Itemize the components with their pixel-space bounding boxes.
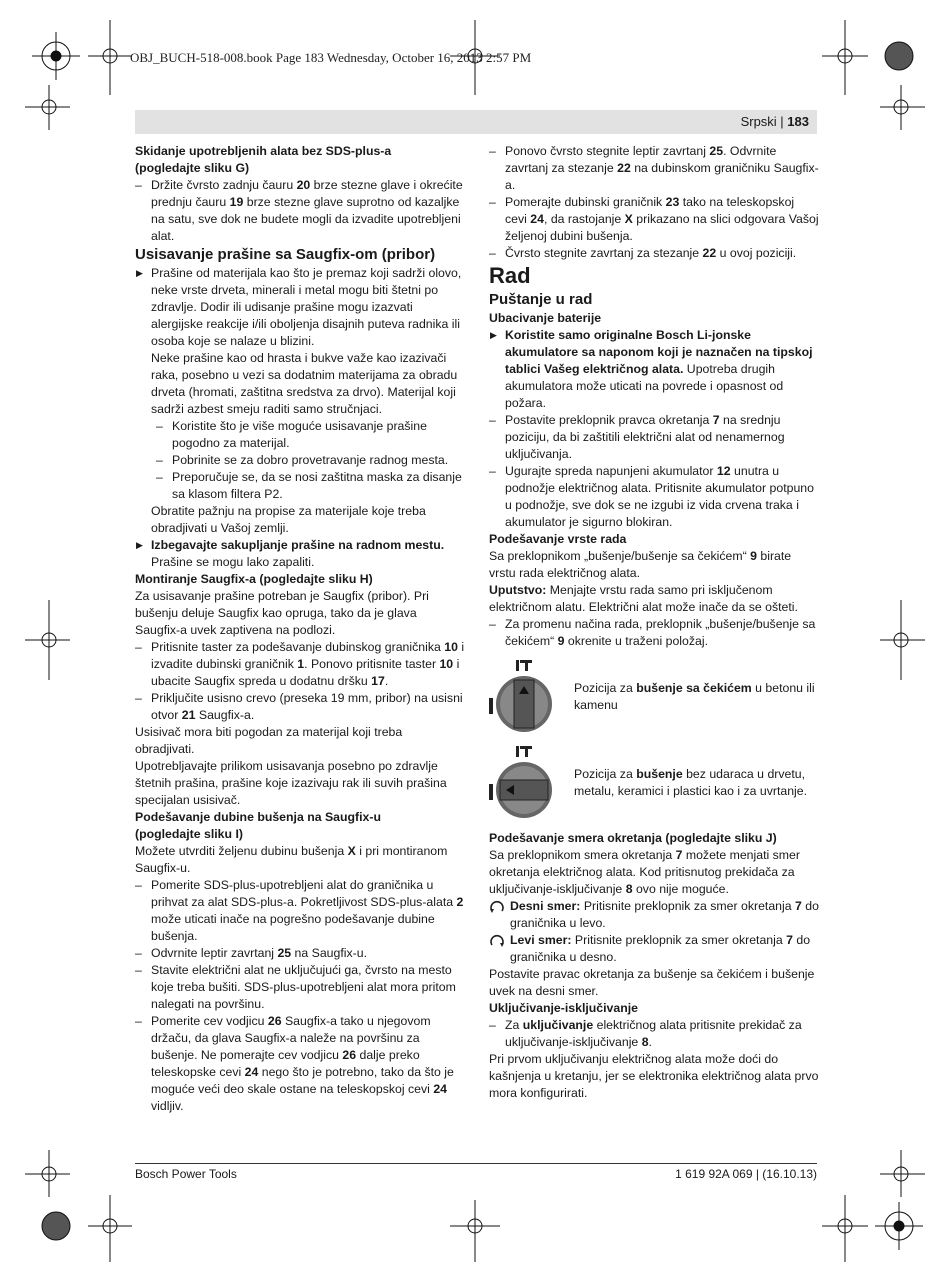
registration-mark-icon xyxy=(880,600,925,680)
mode-position-drill xyxy=(489,744,819,830)
direction-left: Levi smer: Pritisnite preklopnik za smer okretanja 7 do graničnika u desno. xyxy=(489,932,819,966)
registration-mark-icon xyxy=(880,85,925,130)
list-item: – Stavite električni alat ne uključujući ga, čvrsto na mesto koje treba bušiti. SDS-plus-upotrebljeni alat mora pritom nalegati na površinu. xyxy=(135,962,465,1013)
paragraph: Usisivač mora biti pogodan za materijal koji treba obradjivati. xyxy=(135,725,403,756)
footer-code: 1 619 92A 069 | (16.10.13) xyxy=(675,1167,817,1181)
registration-mark-icon xyxy=(822,20,868,95)
header-language: Srpski xyxy=(740,114,777,129)
section-title-mount-saugfix: Montiranje Saugfix-a (pogledajte sliku H) xyxy=(135,572,373,586)
rotation-left-icon xyxy=(489,934,505,948)
list-item: – Odvrnite leptir zavrtanj 25 na Saugfix-u. xyxy=(135,945,465,962)
direction-right: Desni smer: Pritisnite preklopnik za smer okretanja 7 do graničnika u levo. xyxy=(489,898,819,932)
page-number: 183 xyxy=(787,114,809,129)
registration-mark-icon xyxy=(450,1200,500,1262)
list-item: – Koristite što je više moguće usisavanje prašine pogodno za materijal. xyxy=(135,418,465,452)
registration-mark-icon xyxy=(25,1150,70,1197)
drill-icon xyxy=(516,746,532,757)
section-title-battery: Ubacivanje baterije xyxy=(489,311,602,325)
header-text xyxy=(741,114,809,129)
section-title-remove-tools: Skidanje upotrebljenih alata bez SDS-plus-a (pogledajte sliku G) xyxy=(135,144,392,175)
list-item: – Pomerite cev vodjicu 26 Saugfix-a tako u njegovom držaču, da glava Saugfix-a naleže na površinu za bušenje. Ne pomerajte cev vodjicu 26 dalje preko teleskopske cevi 24 nego što je potrebno, tako da što je moguće veći deo skale ostane na teleskopskoj cevi 24 vidljiv. xyxy=(135,1013,465,1115)
list-item: – Preporučuje se, da se nosi zaštitna maska za disanje sa klasom filtera P2. xyxy=(135,469,465,503)
section-title-startup: Puštanje u rad xyxy=(489,291,593,308)
paragraph: Obratite pažnju na propise za materijale koje treba obradjivati u Vašoj zemlji. xyxy=(151,504,426,535)
registration-mark-icon xyxy=(25,600,70,680)
mode-caption-hammer: Pozicija za bušenje sa čekićem u betonu ili kamenu xyxy=(574,681,815,712)
registration-mark-icon xyxy=(42,1212,70,1240)
list-item: – Priključite usisno crevo (preseka 19 mm, pribor) na usisni otvor 21 Saugfix-a. xyxy=(135,690,465,724)
paragraph: Neke prašine kao od hrasta i bukve važe kao izazivači raka, posebno u vezi sa dodatnim materijama za obradu drveta (hromati, zaštitna sredstva za drvo). Materijal koji sadrži azbest smeju raditi samo stručnjaci. xyxy=(151,351,458,416)
printer-slug: OBJ_BUCH-518-008.book Page 183 Wednesday, October 16, 2013 2:57 PM xyxy=(130,50,532,65)
rotation-right-icon xyxy=(489,900,505,914)
list-item: – Pobrinite se za dobro provetravanje radnog mesta. xyxy=(135,452,465,469)
page-header xyxy=(135,110,817,134)
section-title-depth-setting: Podešavanje dubine bušenja na Saugfix-u (pogledajte sliku I) xyxy=(135,810,381,841)
paragraph: Za usisavanje prašine potreban je Saugfix (pribor). Pri bušenju deluje Saugfix kao opruga, tako da je glava Saugfix-a uvek zaptivena na podlozi. xyxy=(135,589,429,637)
list-item: – Ugurajte spreda napunjeni akumulator 12 unutra u podnožje električnog alata. Pritisnite akumulator potpuno u podnožje, sve dok se ne izgubi iz vida crvena traka i akumulator je sigurno blokiran. xyxy=(489,463,819,531)
footer-divider xyxy=(135,1163,817,1164)
left-column xyxy=(135,143,465,1115)
mode-selector-dial-icon xyxy=(489,658,559,738)
header-sep: | xyxy=(776,114,788,129)
warning-item: ▶ Prašine od materijala kao što je premaz koji sadrži olovo, neke vrste drveta, minerali i metal mogu biti štetni po zdravlje. Dodir ili udisanje prašine mogu izazvati alergijske reakcije i/ili oboljenja disajnih puteva radnika ili osoba koje se nalaze u blizini. xyxy=(135,265,465,350)
list-item: – Pomerite SDS-plus-upotrebljeni alat do graničnika u prihvat za alat SDS-plus-a. Pokretljivost SDS-plus-alata 2 može uticati inače na pogrešno podešavanje dubine bušenja. xyxy=(135,877,465,945)
section-title-on-off: Uključivanje-isključivanje xyxy=(489,1001,638,1015)
registration-mark-icon xyxy=(88,20,132,95)
right-column xyxy=(489,143,819,1102)
paragraph: Upotrebljavajte prilikom usisavanja posebno po zdravlje štetnih prašina, prašine koje izazivaju rak ili suvih prašina specijalan usisivač. xyxy=(135,759,447,807)
chapter-title: Rad xyxy=(489,263,531,288)
paragraph: Sa preklopnikom smera okretanja 7 možete menjati smer okretanja električnog alata. Kod pritisnutog prekidača za uključivanje-isključivanje 8 ovo nije moguće. xyxy=(489,848,800,896)
paragraph: Možete utvrditi željenu dubinu bušenja X i pri montiranom Saugfix-u. xyxy=(135,844,448,875)
paragraph: Sa preklopnikom „bušenje/bušenje sa čekićem“ 9 birate vrstu rada električnog alata. xyxy=(489,549,792,580)
list-item: – Ponovo čvrsto stegnite leptir zavrtanj 25. Odvrnite zavrtanj za stezanje 22 na dubinskom graničniku Saugfix-a. xyxy=(489,143,819,194)
mode-caption-drill: Pozicija za bušenje bez udaraca u drvetu, metalu, keramici i plastici kao i za uvrtanje. xyxy=(574,767,808,798)
list-item: – Postavite preklopnik pravca okretanja 7 na srednju poziciju, da bi zaštitili električni alat od nenamernog uključivanja. xyxy=(489,412,819,463)
note: Uputstvo: Menjajte vrstu rada samo pri isključenom električnom alatu. Električni alat može inače da se ošteti. xyxy=(489,583,798,614)
paragraph: Pri prvom uključivanju električnog alata može doći do kašnjenja u kretanju, jer se elektronika električnog alata prvo mora konfigurirati. xyxy=(489,1052,819,1100)
hammer-drill-icon xyxy=(516,660,532,671)
registration-mark-icon xyxy=(32,32,80,80)
mode-position-hammer xyxy=(489,658,819,744)
registration-mark-icon xyxy=(875,1202,923,1250)
mode-selector-dial-icon xyxy=(489,744,559,824)
section-title-dust-extraction: Usisavanje prašine sa Saugfix-om (pribor) xyxy=(135,246,436,263)
list-item: – Pritisnite taster za podešavanje dubinskog graničnika 10 i izvadite dubinski graničnik 1. Ponovo pritisnite taster 10 i ubacite Saugfix spreda u dodatnu dršku 17. xyxy=(135,639,465,690)
footer-brand: Bosch Power Tools xyxy=(135,1167,237,1181)
registration-mark-icon xyxy=(88,1195,132,1262)
registration-mark-icon xyxy=(885,42,913,70)
section-title-direction: Podešavanje smera okretanja (pogledajte sliku J) xyxy=(489,831,777,845)
list-item: – Čvrsto stegnite zavrtanj za stezanje 22 u ovoj poziciji. xyxy=(489,245,819,262)
list-item: – Pomerajte dubinski graničnik 23 tako na teleskopskoj cevi 24, da rastojanje X prikazano na slici odgovara Vašoj željenoj dubini bušenja. xyxy=(489,194,819,245)
list-item: – Za uključivanje električnog alata pritisnite prekidač za uključivanje-isključivanje 8. xyxy=(489,1017,819,1051)
registration-mark-icon xyxy=(25,85,70,130)
section-title-mode: Podešavanje vrste rada xyxy=(489,532,627,546)
registration-mark-icon xyxy=(822,1195,868,1262)
warning-item: ▶ Izbegavajte sakupljanje prašine na radnom mestu. Prašine se mogu lako zapaliti. xyxy=(135,537,465,571)
warning-item: ▶ Koristite samo originalne Bosch Li-jonske akumulatore sa naponom koji je naznačen na tipskoj tablici Vašeg električnog alata. Upotreba drugih akumulatora može uticati na povrede i opasnost od požara. xyxy=(489,327,819,412)
list-item: – Za promenu načina rada, preklopnik „bušenje/bušenje sa čekićem“ 9 okrenite u traženi položaj. xyxy=(489,616,819,650)
registration-mark-icon xyxy=(880,1150,925,1197)
paragraph: Postavite pravac okretanja za bušenje sa čekićem i bušenje uvek na desni smer. xyxy=(489,967,815,998)
list-item: – Držite čvrsto zadnju čauru 20 brze stezne glave i okrećite prednju čauru 19 brze stezne glave suprotno od kazaljke na satu, sve dok ne budete mogli da izvadite upotrebljeni alat. xyxy=(135,177,465,245)
